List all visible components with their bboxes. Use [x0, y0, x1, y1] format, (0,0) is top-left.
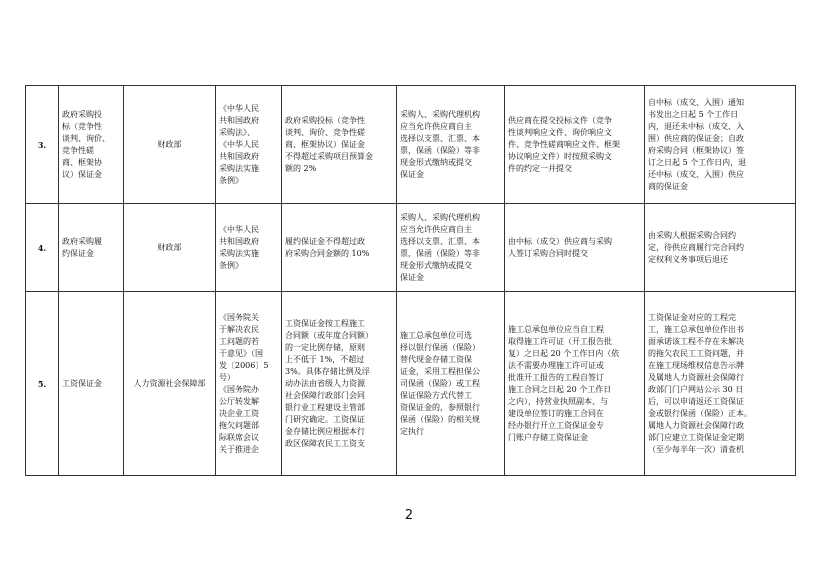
payment-method: 施工总承包单位可选 择以银行保函（保险） 替代现金存储工资保 证金，采用工程担保公 司保函（保险）或工程 保证保险方式代替工 资保证金的，参照银行 保函（保险）的相关规 定执行 [397, 292, 505, 476]
table-row [26, 292, 796, 476]
page-number: 2 [404, 508, 414, 523]
department: 财政部 [124, 86, 216, 204]
collection-standard: 履约保证金不得超过政 府采购合同金额的 10% [282, 204, 397, 292]
department: 财政部 [124, 204, 216, 292]
deposit-table [25, 85, 796, 476]
table-row [26, 86, 796, 204]
collection-standard: 政府采购投标（竞争性 谈判、询价、竞争性磋 商、框架协议）保证金 不得超过采购项目预算金 额的 2% [282, 86, 397, 204]
legal-basis: 《中华人民 共和国政府 采购法》、 《中华人民 共和国政府 采购法实施 条例》 [216, 86, 282, 204]
deposit-name: 工资保证金 [59, 292, 124, 476]
row-number: 3. [26, 86, 59, 204]
refund-rule: 由采购人根据采购合同约 定，待供应商履行完合同约 定权利义务事项后退还 [645, 204, 796, 292]
deposit-name: 政府采购履 约保证金 [59, 204, 124, 292]
payment-method: 采购人、采购代理机构 应当允许供应商自主 选择以支票、汇票、本 票，保函（保险）等非 现金形式缴纳或提交 保证金 [397, 204, 505, 292]
payment-method: 采购人、采购代理机构 应当允许供应商自主 选择以支票、汇票、本 票，保函（保险）等非 现金形式缴纳或提交 保证金 [397, 86, 505, 204]
collection-standard: 工资保证金按工程施工 合同额（或年度合同额） 的一定比例存储，原则 上不低于 1%，不超过 3%。具体存储比例及浮 动办法由省级人力资源 社会保障行政部门会同 银行业工程建设主管部 门研究确定。工资保证 金存储比例应根据本行 政区保障农民工工资支 [282, 292, 397, 476]
table-row [26, 204, 796, 292]
payment-time: 施工总承包单位应当自工程 取得施工许可证（开工报告批 复）之日起 20 个工作日内（依 法不需要办理施工许可证或 批准开工报告的工程自签订 施工合同之日起 20 个工作日 之内），持营业执照副本、与 建设单位签订的施工合同在 经办银行开立工资保证金专 门账户存储工资保证金 [505, 292, 645, 476]
payment-time: 供应商在提交投标文件（竞争 性谈判响应文件、询价响应文 件、竞争性磋商响应文件、框架 协议响应文件）时按照采购文 件的约定一并提交 [505, 86, 645, 204]
refund-rule: 自中标（成交、入围）通知 书发出之日起 5 个工作日 内，退还未中标（成交、入 围）供应商的保证金；自政 府采购合同（框架协议）签 订之日起 5 个工作日内，退 还中标（成交、入围）供应 商的保证金 [645, 86, 796, 204]
payment-time: 由中标（成交）供应商与采购 人签订采购合同时提交 [505, 204, 645, 292]
row-number: 5. [26, 292, 59, 476]
legal-basis: 《中华人民 共和国政府 采购法实施 条例》 [216, 204, 282, 292]
department: 人力资源社会保障部 [124, 292, 216, 476]
row-number: 4. [26, 204, 59, 292]
legal-basis: 《国务院关 于解决农民 工问题的若 干意见》（国 发〔2006〕5 号） 《国务院办 公厅转发解 决企业工资 拖欠问题部 际联席会议 关于推进企 [216, 292, 282, 476]
refund-rule: 工资保证金对应的工程完 工，施工总承包单位作出书 面承诺该工程不存在未解决 的拖欠农民工工资问题，并 在施工现场维权信息告示牌 及属地人力资源社会保障行 政部门门户网站公示 30 日 后，可以申请返还工资保证 金或银行保函（保险）正本。 属地人力资源社会保障行政 部门应建立工资保证金定期 （至少每半年一次）清查机 [645, 292, 796, 476]
deposit-name: 政府采购投 标（竞争性 谈判、询价、 竞争性磋 商、框架协 议）保证金 [59, 86, 124, 204]
